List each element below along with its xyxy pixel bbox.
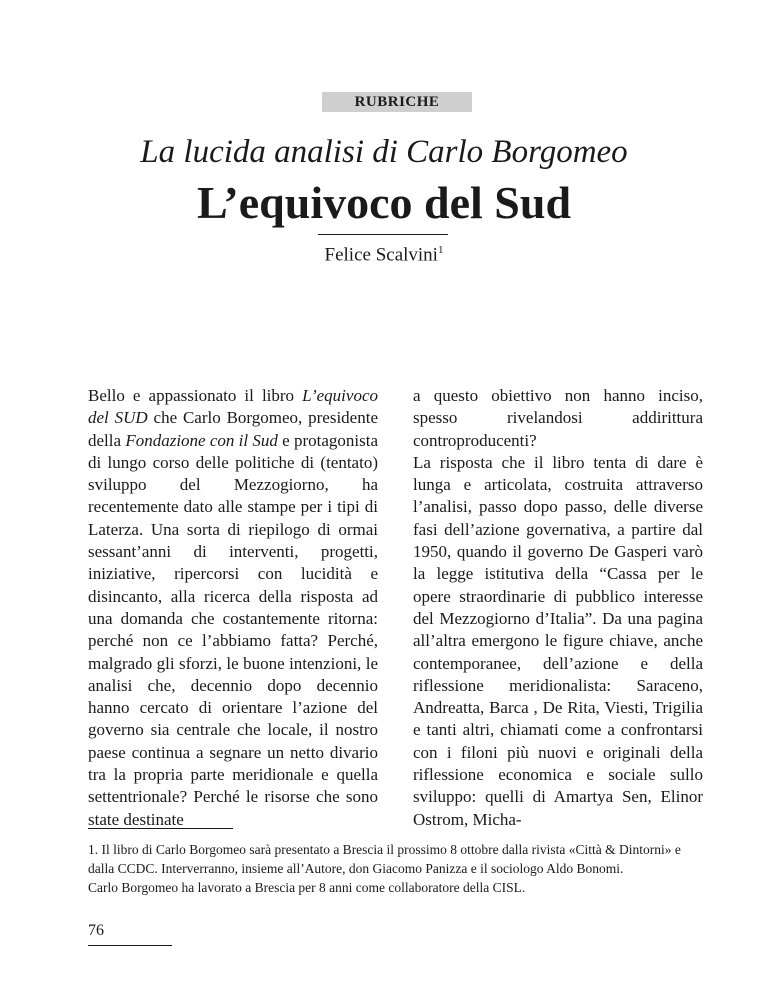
footnote-note: Carlo Borgomeo ha lavorato a Brescia per 8 anni come collaboratore della CISL. <box>88 880 526 895</box>
footnotes <box>88 840 700 897</box>
footnote-divider <box>88 828 233 829</box>
page-number-rule <box>88 945 172 946</box>
paragraph <box>88 385 378 831</box>
title-divider <box>318 234 448 235</box>
paragraph: La risposta che il libro tenta di dare è lunga e articolata, costruita attraverso l’analisi, passo dopo passo, delle diverse fasi dell’azione governativa, a partire dal 1950, quando il governo De Gasperi varò la legge istitutiva della “Cassa per le opere straordinarie di pubblico interesse del Mezzogiorno d’Italia”. Da una pagina all’altra emergono le figure chiave, anche contemporanee, dell’azione e della riflessione meridionalista: Saraceno, Andreatta, Barca , De Rita, Viesti, Trigilia e tanti altri, chiamati come a confrontarsi con i filoni più nuovi e originali della riflessione economica e sociale sullo sviluppo: quelli di Amartya Sen, Elinor Ostrom, Micha- <box>413 452 703 829</box>
article-column-right <box>413 385 703 831</box>
paragraph: a questo obiettivo non hanno inciso, spesso rivelandosi addirittura controproducenti? <box>413 386 703 450</box>
book-title: L’equivoco del SUD <box>88 386 378 428</box>
author-line <box>0 244 768 266</box>
foundation-name: Fondazione con il Sud <box>125 430 278 450</box>
text-run: che Carlo Borgomeo, presidente della <box>88 408 378 450</box>
text-run: Bello e appassionato il libro <box>88 386 303 405</box>
footnote-1: 1. Il libro di Carlo Borgomeo sarà presentato a Brescia il prossimo 8 ottobre dalla rivista «Città & Dintorni» e dalla CCDC. Interverranno, insieme all’Autore, don Giacomo Panizza e il sociologo Aldo Bonomi. <box>88 842 681 876</box>
author-name: Felice Scalvini <box>324 244 438 266</box>
article-column-left <box>88 385 378 831</box>
section-tag: RUBRICHE <box>322 92 472 112</box>
author-footnote-ref[interactable]: 1 <box>437 244 444 256</box>
article-title: L’equivoco del Sud <box>196 177 572 228</box>
text-run: e protagonista di lungo corso delle politiche di (tentato) sviluppo del Mezzogiorno, ha recentemente dato alle stampe per i tipi di Laterza. Una sorta di riepilogo di ormai sessant’anni di interventi, progetti, iniziative, ripercorsi con lucidità e disincanto, alla ricerca della risposta ad una domanda che costantemente ritorna: perché non ce l’abbiamo fatta? Perché, malgrado gli sforzi, le buone intenzioni, le analisi che, decennio dopo decennio hanno cercato di orientare l’azione del governo sia centrale che locale, il nostro paese continua a segnare un netto divario tra la propria parte meridionale e quella settentrionale? Perché le risorse che sono state destinate <box>88 430 378 829</box>
page-number: 76 <box>88 922 104 939</box>
article-subtitle: La lucida analisi di Carlo Borgomeo <box>140 134 628 170</box>
